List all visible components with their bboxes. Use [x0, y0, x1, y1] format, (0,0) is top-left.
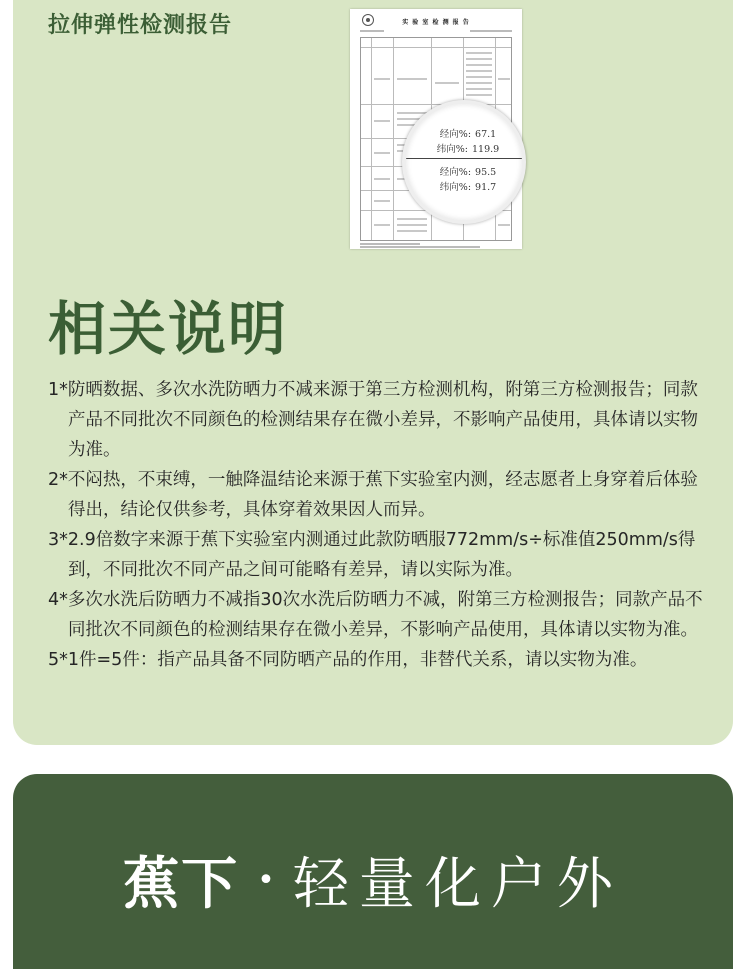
magnifier-row-label: 经向%:: [439, 129, 472, 140]
notes-title: 相关说明: [48, 295, 289, 363]
note-item: 5*1件=5件：指产品具备不同防晒产品的作用，非替代关系，请以实物为准。: [48, 650, 648, 670]
magnifier-lens: [402, 100, 526, 224]
note-item: 1*防晒数据、多次水洗防晒力不减来源于第三方检测机构，附第三方检测报告；同款产品不同批次不同颜色的检测结果存在微小差异，不影响产品使用，具体请以实物为准。: [48, 380, 698, 460]
magnifier-row: [406, 164, 526, 178]
report-footnote: [360, 246, 480, 248]
magnifier-row: [406, 141, 526, 155]
report-footnote: [360, 243, 420, 245]
brand-line: [13, 840, 733, 920]
magnifier-row-value: 91.7: [475, 182, 497, 193]
magnifier-row-label: 纬向%:: [439, 182, 472, 193]
report-meta-left: [360, 30, 384, 32]
magnifier-row-value: 119.9: [472, 144, 500, 155]
magnifier-row: [406, 126, 526, 140]
magnifier-row-label: 经向%:: [439, 167, 472, 178]
notes-list: [48, 375, 710, 675]
report-title: 实 验 室 检 测 报 告: [402, 19, 470, 26]
magnifier-row-value: 67.1: [475, 129, 497, 140]
brand-name: 蕉下: [123, 852, 240, 917]
brand-separator: •: [257, 862, 275, 898]
magnifier-divider: [406, 158, 522, 159]
report-meta-right: [470, 30, 512, 32]
note-item: 3*2.9倍数字来源于蕉下实验室内测通过此款防晒服772mm/s÷标准值250mm/s得到，不同批次不同产品之间可能略有差异，请以实际为准。: [48, 530, 696, 580]
brand-banner: [13, 774, 733, 969]
note-item: 4*多次水洗后防晒力不减指30次水洗后防晒力不减，附第三方检测报告；同款产品不同批次不同颜色的检测结果存在微小差异，不影响产品使用，具体请以实物为准。: [48, 590, 703, 640]
report-section-heading: 拉伸弹性检测报告: [48, 13, 233, 38]
brand-slogan: 轻量化户外: [292, 852, 623, 917]
magnifier-row: [406, 179, 526, 193]
magnifier-row-value: 95.5: [475, 167, 497, 178]
magnifier-row-label: 纬向%:: [436, 144, 469, 155]
note-item: 2*不闷热，不束缚，一触降温结论来源于蕉下实验室内测，经志愿者上身穿着后体验得出，结论仅供参考，具体穿着效果因人而异。: [48, 470, 698, 520]
